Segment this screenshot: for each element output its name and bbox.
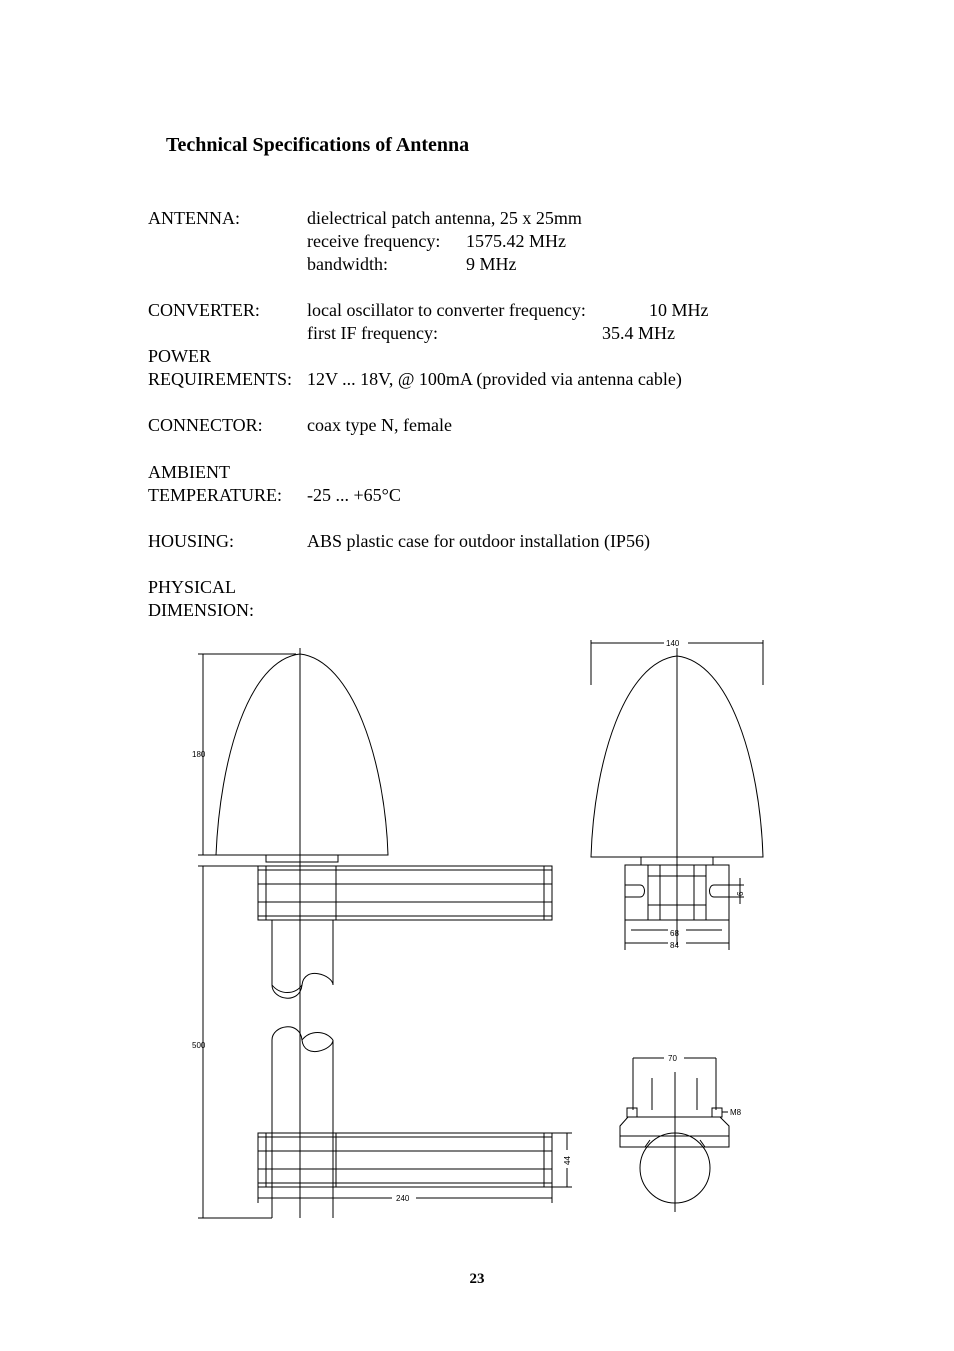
- dimension-label-line2: DIMENSION:: [148, 600, 254, 620]
- dim-70-label: 70: [668, 1054, 677, 1063]
- power-label-line2: REQUIREMENTS:: [148, 369, 292, 389]
- dim-140-label: 140: [666, 639, 680, 648]
- bolt-m8-label: M8: [730, 1108, 742, 1117]
- temperature-label-line1: AMBIENT: [148, 462, 230, 482]
- connector-value: coax type N, female: [307, 415, 452, 435]
- temperature-label-line2: TEMPERATURE:: [148, 485, 283, 505]
- if-frequency-value: 35.4 MHz: [602, 323, 675, 343]
- if-frequency-label: first IF frequency:: [307, 323, 438, 343]
- receive-frequency-label: receive frequency:: [307, 231, 441, 251]
- front-view: [591, 640, 763, 950]
- dim-500-label: 500: [192, 1041, 206, 1050]
- lower-clamp: [258, 1133, 552, 1187]
- dim-68-label: 68: [670, 929, 679, 938]
- oscillator-label: local oscillator to converter frequency:: [307, 300, 586, 320]
- side-view: [198, 648, 572, 1218]
- dim-84-label: 84: [670, 941, 679, 950]
- dim-180-label: 180: [192, 750, 206, 759]
- upper-clamp: [258, 866, 552, 920]
- housing-label: HOUSING:: [148, 531, 235, 551]
- oscillator-value: 10 MHz: [649, 300, 709, 320]
- connector-label: CONNECTOR:: [148, 415, 263, 435]
- power-value: 12V ... 18V, @ 100mA (provided via antenna cable): [307, 369, 682, 389]
- page-number: 23: [469, 1271, 485, 1287]
- side-dome-base: [266, 855, 338, 862]
- page-title: Technical Specifications of Antenna: [166, 134, 470, 156]
- power-label-line1: POWER: [148, 346, 211, 366]
- receive-frequency-value: 1575.42 MHz: [466, 231, 566, 251]
- bandwidth-value: 9 MHz: [466, 254, 517, 274]
- dim-240-label: 240: [396, 1194, 410, 1203]
- converter-label: CONVERTER:: [148, 300, 260, 320]
- dim-6-label: 6: [736, 891, 745, 896]
- bandwidth-label: bandwidth:: [307, 254, 388, 274]
- clamp-detail-view: [620, 1058, 729, 1212]
- housing-value: ABS plastic case for outdoor installation (IP56): [307, 531, 650, 551]
- side-dome: [216, 654, 388, 855]
- antenna-label: ANTENNA:: [148, 208, 240, 228]
- antenna-value: dielectrical patch antenna, 25 x 25mm: [307, 208, 582, 228]
- dim-44-label: 44: [563, 1156, 572, 1165]
- temperature-value: -25 ... +65°C: [307, 485, 401, 505]
- dimension-label-line1: PHYSICAL: [148, 577, 237, 597]
